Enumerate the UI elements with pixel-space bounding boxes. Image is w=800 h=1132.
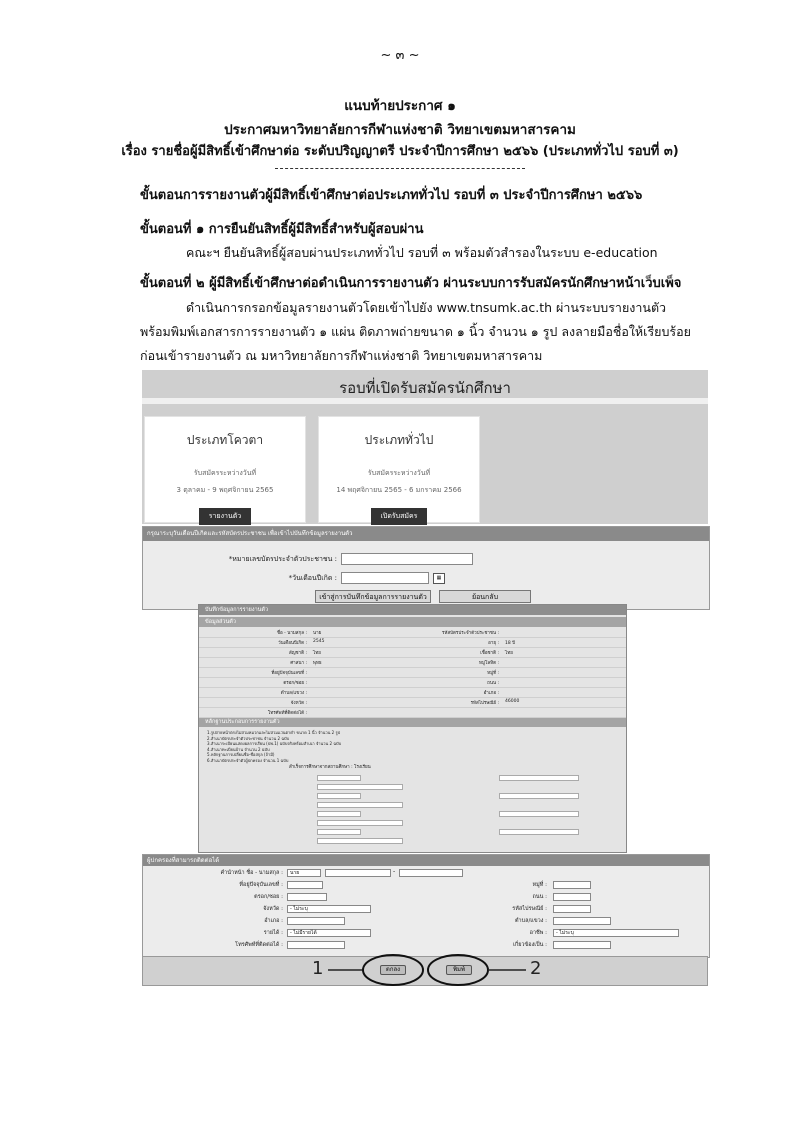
step2-line3: ก่อนเข้ารายงานตัว ณ มหาวิทยาลัยการกีฬาแห่งชาติ วิทยาเขตมหาสารคาม [140, 348, 543, 363]
callout-annotations [300, 950, 560, 992]
dob-input[interactable] [341, 572, 429, 584]
doc-checklist-item[interactable]: 1.รูปถ่ายหน้าตรงไม่สวมหมวกและไม่สวมแว่นตาดำ ขนาด 1 นิ้ว จำนวน 2 รูป [207, 730, 341, 735]
personal-field-label: อำเภอ : [483, 691, 499, 696]
guardian-province-label: จังหวัด : [263, 906, 283, 912]
guardian-income-select[interactable]: - ไม่มีรายได้ [287, 929, 371, 937]
guardian-relation-label: เกี่ยวข้องเป็น : [512, 942, 547, 948]
school-label-text: สำเร็จการศึกษาจากสถานศึกษา : [289, 765, 353, 770]
quota-report-button[interactable]: รายงานตัว [199, 508, 251, 525]
personal-field-value: นาย [313, 631, 322, 636]
report-extra-select[interactable] [499, 793, 579, 799]
personal-section-bar: ข้อมูลส่วนตัว [199, 617, 626, 627]
personal-field-value: ไทย [505, 651, 513, 656]
report-form-bar: บันทึกข้อมูลการรายงานตัว [199, 605, 626, 615]
report-extra-input[interactable] [317, 820, 403, 826]
personal-field-value: ไทย [313, 651, 321, 656]
rounds-strip [142, 398, 708, 404]
report-extra-input[interactable] [317, 784, 403, 790]
step2-title: ขั้นตอนที่ ๒ ผู้มีสิทธิ์เข้าศึกษาต่อดำเนินการรายงานตัว ผ่านระบบการรับสมัครนักศึกษาหน้าเว็บเพ็จ [140, 276, 682, 291]
guardian-moo-label: หมู่ที่ : [532, 882, 547, 888]
personal-field-label: ตรอก/ซอย : [283, 681, 307, 686]
admission-rounds-screen [142, 370, 708, 524]
id-label: *หมายเลขบัตรประจำตัวประชาชน : [228, 555, 337, 563]
lookup-form [142, 526, 710, 610]
report-extra-input[interactable] [317, 838, 403, 844]
guardian-zip-input[interactable] [553, 905, 591, 913]
personal-field-label: โทรศัพท์ที่ติดต่อได้ : [267, 711, 307, 716]
guardian-moo-input[interactable] [553, 881, 591, 889]
school-value: โรงเรียน [354, 765, 371, 770]
marker-2: 2 [530, 958, 542, 979]
guardian-amphoe-label: อำเภอ : [264, 918, 283, 924]
guardian-soi-label: ตรอก/ซอย : [254, 894, 283, 900]
rounds-title: รอบที่เปิดรับสมัครนักศึกษา [339, 379, 511, 397]
guardian-address-label: ที่อยู่ปัจจุบันเลขที่ : [239, 882, 283, 888]
name-dash: - [393, 868, 396, 875]
step1-title: ขั้นตอนที่ ๑ การยืนยันสิทธิ์ผู้มีสิทธิ์สำหรับผู้สอบผ่าน [140, 222, 424, 237]
announcement-subject: เรื่อง รายชื่อผู้มีสิทธิ์เข้าศึกษาต่อ ระดับปริญญาตรี ประจำปีการศึกษา ๒๕๖๖ (ประเภททั่วไป รอบที่ ๓) [121, 144, 679, 159]
guardian-road-label: ถนน : [532, 894, 547, 900]
personal-field-label: รหัสไปรษณีย์ : [470, 701, 499, 706]
guardian-address-input[interactable] [287, 881, 323, 889]
general-card-dates: 14 พฤศจิกายน 2565 - 6 มกราคม 2566 [336, 486, 462, 494]
doc-checklist-item[interactable]: 2.สำเนาบัตรประจำตัวประชาชน จำนวน 2 ฉบับ [207, 735, 290, 741]
docs-section-bar: หลักฐานประกอบการรายงานตัว [199, 717, 626, 727]
guardian-province-select[interactable]: - ไม่ระบุ [287, 905, 371, 913]
quota-card [144, 416, 306, 523]
guardian-phone-input[interactable] [287, 941, 345, 949]
guardian-tambon-input[interactable] [553, 917, 611, 925]
id-input[interactable] [341, 553, 473, 565]
personal-field-label: รหัสบัตรประจำตัวประชาชน : [442, 631, 499, 636]
guardian-job-label: อาชีพ : [529, 930, 547, 936]
personal-field-label: ศาสนา : [290, 661, 307, 666]
procedure-title: ขั้นตอนการรายงานตัวผู้มีสิทธิ์เข้าศึกษาต่อประเภททั่วไป รอบที่ ๓ ประจำปีการศึกษา ๒๕๖๖ [140, 188, 643, 203]
lookup-back-button[interactable]: ย้อนกลับ [439, 590, 531, 603]
form-row-divider [199, 697, 626, 698]
step1-text: คณะฯ ยืนยันสิทธิ์ผู้สอบผ่านประเภททั่วไป รอบที่ ๓ พร้อมตัวสำรองในระบบ e-education [186, 245, 658, 260]
school-label [289, 763, 371, 770]
form-row-divider [199, 687, 626, 688]
guardian-lastname-input[interactable] [399, 869, 463, 877]
annex-title: แนบท้ายประกาศ ๑ [344, 98, 456, 114]
general-open-button[interactable]: เปิดรับสมัคร [371, 508, 428, 525]
lookup-submit-button[interactable]: เข้าสู่การบันทึกข้อมูลการรายงานตัว [315, 590, 431, 603]
doc-checklist-item[interactable]: 6.สำเนาบัตรประจำตัวผู้ปกครอง จำนวน 1 ฉบับ [207, 757, 289, 763]
personal-field-label: สัญชาติ : [288, 651, 307, 656]
guardian-tambon-label: ตำบล/แขวง : [514, 918, 547, 924]
personal-field-label: ตำบล/แขวง : [280, 691, 307, 696]
announcement-title: ประกาศมหาวิทยาลัยการกีฬาแห่งชาติ วิทยาเขตมหาสารคาม [224, 122, 576, 138]
print-button[interactable]: พิมพ์ [446, 965, 472, 975]
personal-field-label: ถนน : [487, 681, 499, 686]
guardian-form-bar: ผู้ปกครองที่สามารถติดต่อได้ [143, 855, 709, 866]
ok-button[interactable]: ตกลง [380, 965, 406, 975]
doc-checklist-item[interactable]: 4.สำเนาทะเบียนบ้าน จำนวน 2 ฉบับ [207, 746, 270, 752]
personal-field-value: 2545 [313, 639, 325, 644]
personal-field-label: วันเดือนปีเกิด : [278, 641, 307, 646]
guardian-amphoe-input[interactable] [287, 917, 345, 925]
form-row-divider [199, 657, 626, 658]
step2-line1: ดำเนินการกรอกข้อมูลรายงานตัวโดยเข้าไปยัง www.tnsumk.ac.th ผ่านระบบรายงานตัว [186, 300, 667, 315]
guardian-zip-label: รหัสไปรษณีย์ : [512, 906, 547, 912]
personal-field-label: จังหวัด : [290, 701, 307, 706]
guardian-phone-label: โทรศัพท์ที่ติดต่อได้ : [235, 942, 283, 948]
form-row-divider [199, 677, 626, 678]
personal-field-value: 46000 [505, 699, 520, 704]
quota-card-subtitle: รับสมัครระหว่างวันที่ [193, 469, 257, 477]
personal-field-value: พุทธ [313, 661, 322, 666]
personal-field-value: 18 ปี [505, 641, 516, 646]
guardian-title-select[interactable]: นาย [287, 869, 321, 877]
guardian-form [142, 854, 710, 958]
report-extra-input[interactable] [317, 802, 403, 808]
callout-circle-1 [363, 955, 423, 985]
guardian-firstname-input[interactable] [325, 869, 391, 877]
quota-card-title: ประเภทโควตา [186, 433, 264, 447]
calendar-icon[interactable]: ▦ [433, 573, 445, 584]
guardian-job-select[interactable]: - ไม่ระบุ [553, 929, 679, 937]
report-extra-select[interactable] [499, 811, 579, 817]
doc-checklist-item[interactable]: 3.สำเนาระเบียนแสดงผลการเรียน (ปพ.1) ฉบับจริงพร้อมสำเนา จำนวน 2 ฉบับ [207, 741, 342, 746]
report-extra-input[interactable] [317, 793, 361, 799]
report-extra-input[interactable] [317, 775, 361, 781]
callout-circle-2 [428, 955, 488, 985]
form-row-divider [199, 637, 626, 638]
form-row-divider [199, 717, 626, 718]
report-extra-input[interactable] [317, 829, 361, 835]
general-card-subtitle: รับสมัครระหว่างวันที่ [367, 469, 431, 477]
personal-field-label: อายุ : [488, 641, 499, 646]
report-extra-select[interactable] [499, 775, 579, 781]
guardian-relation-input[interactable] [553, 941, 611, 949]
page-number: ~ ๓ ~ [380, 48, 420, 63]
personal-field-label: หมู่โลหิต : [479, 661, 499, 666]
personal-field-label: เชื้อชาติ : [480, 651, 499, 656]
personal-field-label: ที่อยู่ปัจจุบันเลขที่ : [271, 671, 307, 676]
lookup-form-bar: กรุณาระบุวันเดือนปีเกิดและรหัสบัตรประชาชน เพื่อเข้าไปบันทึกข้อมูลรายงานตัว [143, 527, 709, 541]
guardian-income-label: รายได้ : [263, 930, 283, 936]
form-row-divider [199, 707, 626, 708]
general-card [318, 416, 480, 523]
step2-line2: พร้อมพิมพ์เอกสารการรายงานตัว ๑ แผ่น ติดภาพถ่ายขนาด ๑ นิ้ว จำนวน ๑ รูป ลงลายมือชื่อให้เรียบร้อย [140, 324, 691, 339]
quota-card-dates: 3 ตุลาคม - 9 พฤศจิกายน 2565 [176, 486, 274, 494]
separator-line [275, 168, 525, 169]
form-row-divider [199, 667, 626, 668]
report-extra-input[interactable] [317, 811, 361, 817]
dob-label: *วันเดือนปีเกิด : [288, 574, 337, 582]
personal-field-label: หมู่ที่ : [487, 671, 499, 676]
report-extra-select[interactable] [499, 829, 579, 835]
marker-1: 1 [312, 958, 324, 979]
doc-checklist-item[interactable]: 5.หลักฐานการเปลี่ยนชื่อ-ชื่อสกุล (ถ้ามี) [207, 752, 275, 757]
report-form [198, 604, 627, 853]
general-card-title: ประเภททั่วไป [364, 433, 434, 447]
form-row-divider [199, 647, 626, 648]
guardian-road-input[interactable] [553, 893, 591, 901]
personal-field-label: ชื่อ - นามสกุล : [277, 631, 307, 636]
guardian-name-label: คำนำหน้า ชื่อ - นามสกุล : [220, 870, 283, 876]
guardian-soi-input[interactable] [287, 893, 327, 901]
